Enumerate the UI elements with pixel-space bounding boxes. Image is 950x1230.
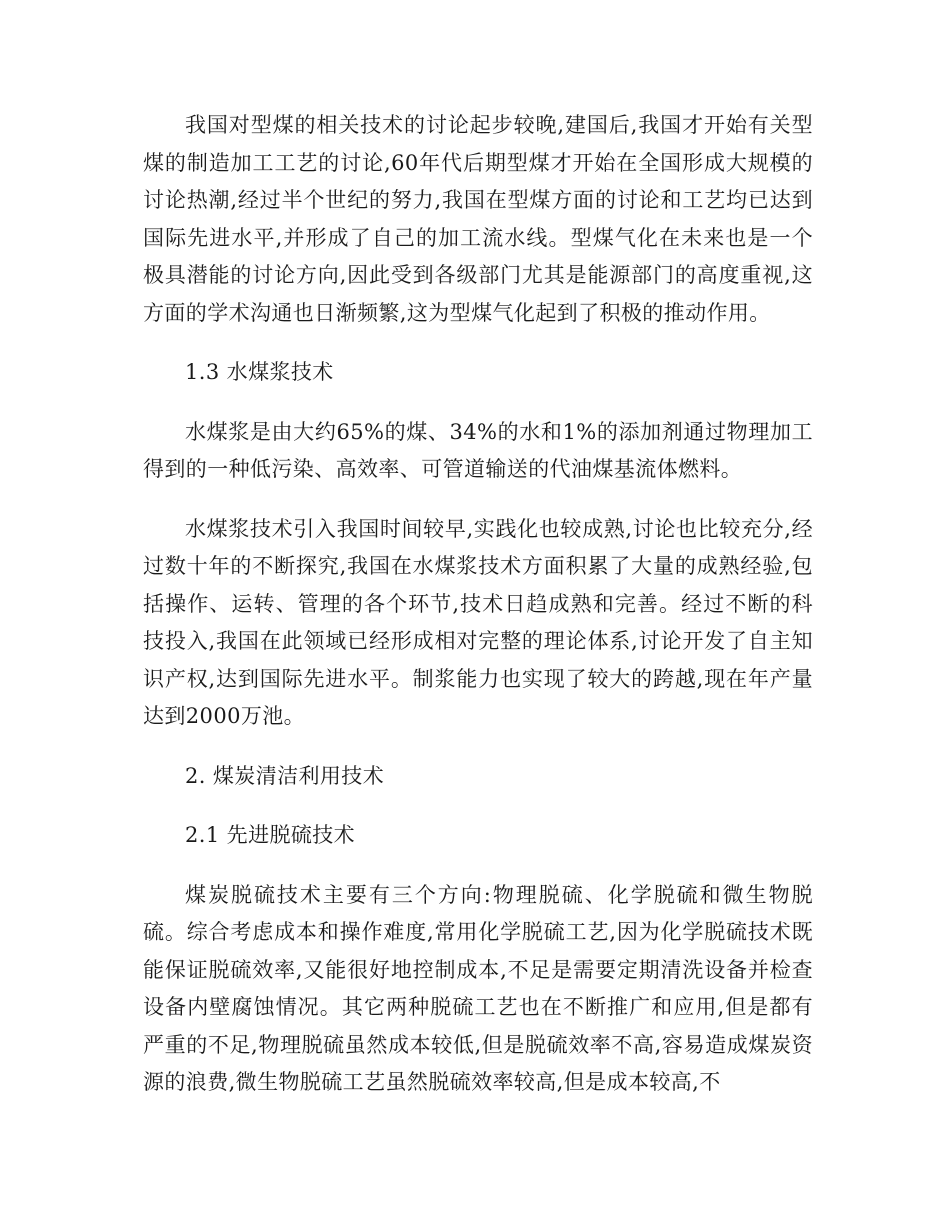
- section-heading-2: 2. 煤炭清洁利用技术: [185, 763, 385, 788]
- paragraph-briquette-history: 我国对型煤的相关技术的讨论起步较晚,建国后,我国才开始有关型煤的制造加工工艺的讨论,60年代后期型煤才开始在全国形成大规模的讨论热潮,经过半个世纪的努力,我国在型煤方面的讨论和工艺均已达到国际先进水平,并形成了自己的加工流水线。型煤气化在未来也是一个极具潜能的讨论方向,因此受到各级部门尤其是能源部门的高度重视,这方面的学术沟通也日渐频繁,这为型煤气化起到了积极的推动作用。: [143, 113, 813, 325]
- paragraph-cws-definition: 水煤浆是由大约65%的煤、34%的水和1%的添加剂通过物理加工得到的一种低污染、高效率、可管道输送的代油煤基流体燃料。: [143, 419, 813, 481]
- section-heading-2-1: 2.1 先进脱硫技术: [185, 823, 356, 847]
- paragraph-cws-development: 水煤浆技术引入我国时间较早,实践化也较成熟,讨论也比较充分,经过数十年的不断探究,我国在水煤浆技术方面积累了大量的成熟经验,包括操作、运转、管理的各个环节,技术日趋成熟和完善。经过不断的科技投入,我国在此领域已经形成相对完整的理论体系,讨论开发了自主知识产权,达到国际先进水平。制浆能力也实现了较大的跨越,现在年产量达到2000万池。: [143, 516, 813, 728]
- paragraph-desulfurization: 煤炭脱硫技术主要有三个方向:物理脱硫、化学脱硫和微生物脱硫。综合考虑成本和操作难度,常用化学脱硫工艺,因为化学脱硫技术既能保证脱硫效率,又能很好地控制成本,不足是需要定期清洗设备并检查设备内壁腐蚀情况。其它两种脱硫工艺也在不断推广和应用,但是都有严重的不足,物理脱硫虽然成本较低,但是脱硫效率不高,容易造成煤炭资源的浪费,微生物脱硫工艺虽然脱硫效率较高,但是成本较高,不: [143, 882, 813, 1094]
- document-body: [143, 107, 813, 1102]
- section-heading-1-3: 1.3 水煤浆技术: [185, 360, 334, 384]
